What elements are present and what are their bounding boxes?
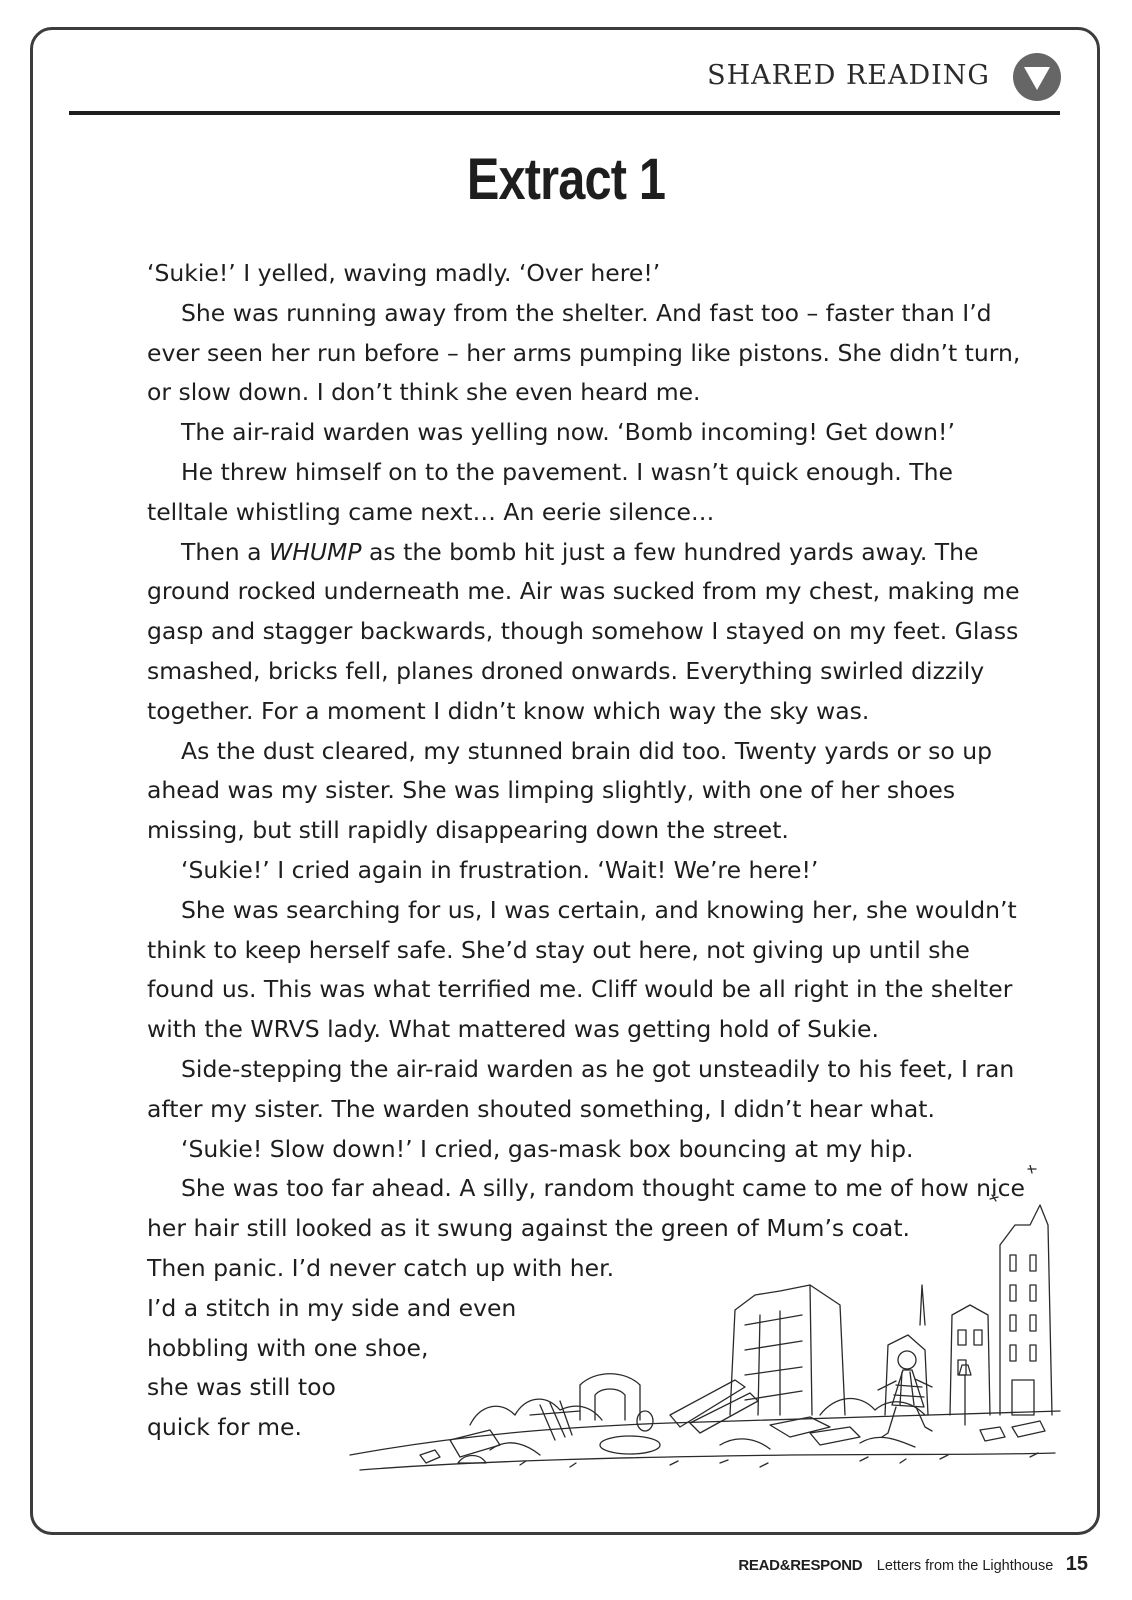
text-line: or slow down. I don’t think she even heard me. <box>147 378 701 407</box>
bombed-street-illustration <box>340 1165 1080 1520</box>
text-line: ever seen her run before – her arms pumping like pistons. She didn’t turn, <box>147 338 1021 367</box>
text-line: with the WRVS lady. What mattered was getting hold of Sukie. <box>147 1015 879 1044</box>
text-line: Then panic. I’d never catch up with her. <box>147 1253 615 1282</box>
page-number: 15 <box>1065 1553 1088 1575</box>
text-line: her hair still looked as it swung against the green of Mum’s coat. <box>147 1214 911 1243</box>
text-line: She was searching for us, I was certain, and knowing her, she wouldn’t <box>181 895 1017 924</box>
section-label: SHARED READING <box>707 60 990 91</box>
page-title: Extract 1 <box>466 147 666 212</box>
book-title: Letters from the Lighthouse <box>876 1558 1054 1574</box>
text-line: She was too far ahead. A silly, random thought came to me of how nice <box>181 1174 1025 1203</box>
text-line: ‘Sukie! Slow down!’ I cried, gas-mask box bouncing at my hip. <box>181 1134 914 1163</box>
text-line: Then a WHUMP as the bomb hit just a few hundred yards away. The <box>181 537 979 566</box>
text-line: gasp and stagger backwards, though somehow I stayed on my feet. Glass <box>147 617 1019 646</box>
sound-effect: WHUMP <box>268 537 362 566</box>
text-line: As the dust cleared, my stunned brain did too. Twenty yards or so up <box>181 736 993 765</box>
text-line: ‘Sukie!’ I yelled, waving madly. ‘Over here!’ <box>147 259 661 287</box>
text-line: ahead was my sister. She was limping slightly, with one of her shoes <box>147 776 956 805</box>
text-line: hobbling with one shoe, <box>147 1333 429 1362</box>
text-line: She was running away from the shelter. And fast too – faster than I’d <box>181 298 992 327</box>
text-line: she was still too <box>147 1373 336 1402</box>
text-line: The air-raid warden was yelling now. ‘Bomb incoming! Get down!’ <box>181 418 955 447</box>
text-line: found us. This was what terrified me. Cliff would be all right in the shelter <box>147 975 1013 1004</box>
text-line: telltale whistling came next… An eerie silence… <box>147 497 715 526</box>
header-rule <box>69 111 1060 115</box>
text-line: think to keep herself safe. She’d stay out here, not giving up until she <box>147 935 970 964</box>
text-line: He threw himself on to the pavement. I wasn’t quick enough. The <box>181 457 953 486</box>
text-line: Side-stepping the air-raid warden as he got unsteadily to his feet, I ran <box>181 1054 1015 1083</box>
triangle-down-circle-icon <box>1013 53 1061 101</box>
text-line: quick for me. <box>147 1413 302 1442</box>
page-footer <box>738 1553 1088 1576</box>
text-line: together. For a moment I didn’t know which way the sky was. <box>147 696 870 725</box>
brand-logo: READ&RESPOND <box>738 1557 863 1574</box>
text-line: after my sister. The warden shouted something, I didn’t hear what. <box>147 1094 935 1123</box>
text-line: I’d a stitch in my side and even <box>147 1293 517 1322</box>
text-line: ‘Sukie!’ I cried again in frustration. ‘Wait! We’re here!’ <box>181 855 819 884</box>
text-line: missing, but still rapidly disappearing down the street. <box>147 816 789 845</box>
text-line: ground rocked underneath me. Air was sucked from my chest, making me <box>147 577 1020 606</box>
text-line: smashed, bricks fell, planes droned onwards. Everything swirled dizzily <box>147 656 985 685</box>
